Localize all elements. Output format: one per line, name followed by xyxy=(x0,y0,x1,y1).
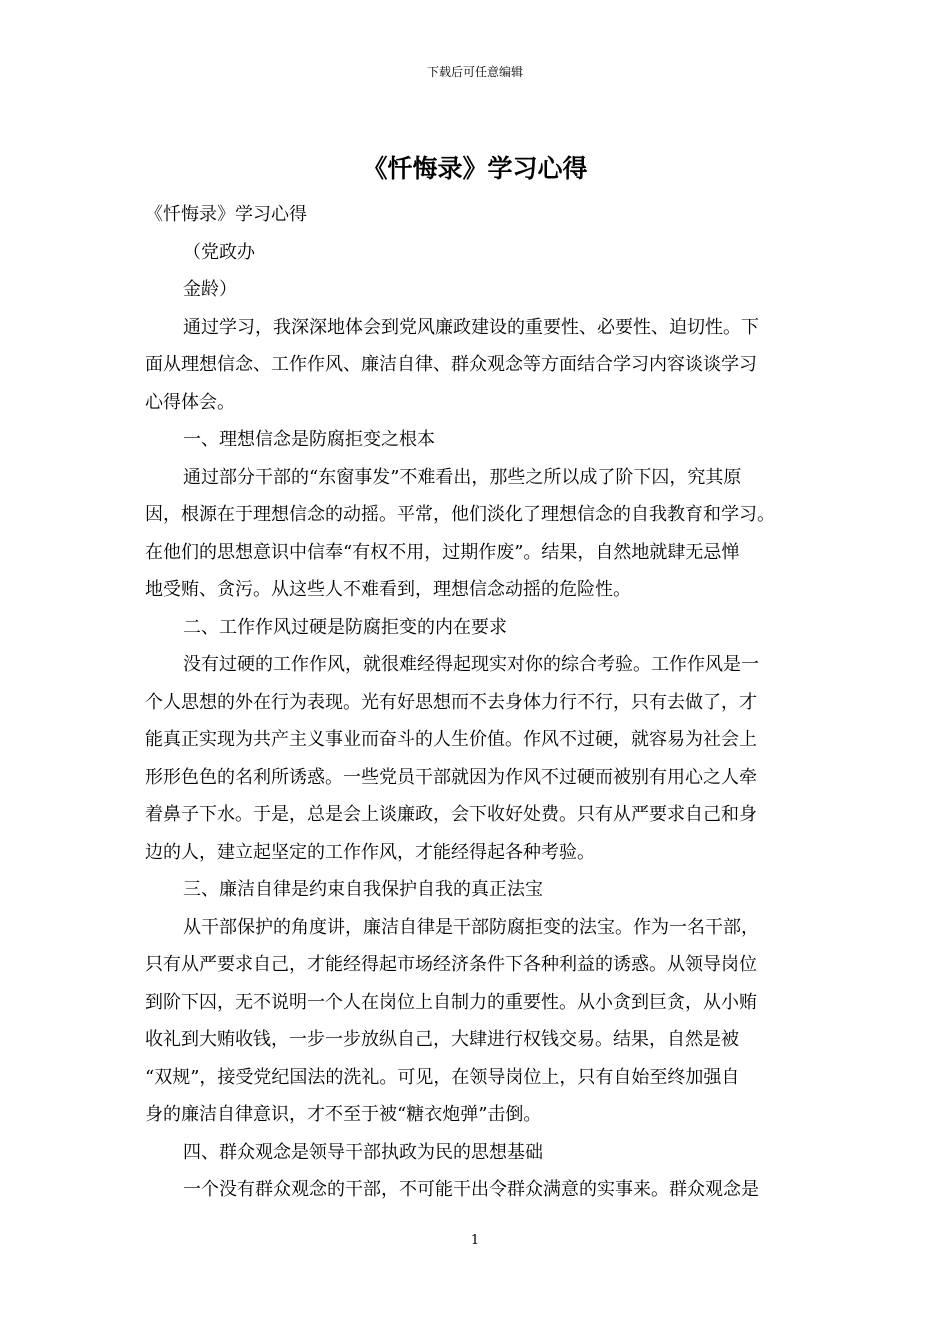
paragraph-line: 在他们的思想意识中信奉“有权不用，过期作废”。结果，自然地就肆无忌惮 xyxy=(145,541,740,563)
paragraph-line: 因，根源在于理想信念的动摇。平常，他们淡化了理想信念的自我教育和学习。 xyxy=(145,504,775,525)
paragraph-line: 只有从严要求自己，才能经得起市场经济条件下各种利益的诱惑。从领导岗位 xyxy=(145,954,757,975)
paragraph-line: 边的人，建立起坚定的工作作风，才能经得起各种考验。 xyxy=(145,841,595,863)
paragraph-line: 通过学习，我深深地体会到党风廉政建设的重要性、必要性、迫切性。下 xyxy=(183,316,759,338)
paragraph-line: 到阶下囚，无不说明一个人在岗位上自制力的重要性。从小贪到巨贪，从小贿 xyxy=(145,991,757,1013)
section-heading-1: 一、理想信念是防腐拒变之根本 xyxy=(183,429,435,450)
section-heading-3: 三、廉洁自律是约束自我保护自我的真正法宝 xyxy=(183,879,543,900)
paragraph-line: 着鼻子下水。于是，总是会上谈廉政，会下收好处费。只有从严要求自己和身 xyxy=(145,804,757,825)
paragraph-line: 面从理想信念、工作作风、廉洁自律、群众观念等方面结合学习内容谈谈学习 xyxy=(145,354,757,375)
paragraph-line: 形形色色的名利所诱惑。一些党员干部就因为作风不过硬而被别有用心之人牵 xyxy=(145,766,757,788)
paragraph-line: 一个没有群众观念的干部，不可能干出令群众满意的实事来。群众观念是 xyxy=(183,1179,759,1200)
paragraph-line: 能真正实现为共产主义事业而奋斗的人生价值。作风不过硬，就容易为社会上 xyxy=(145,729,757,750)
subtitle-line: 《忏悔录》学习心得 xyxy=(145,204,307,225)
page-number: 1 xyxy=(470,1233,480,1248)
paragraph-line: 从干部保护的角度讲，廉洁自律是干部防腐拒变的法宝。作为一名干部， xyxy=(183,916,759,938)
paragraph-line: 心得体会。 xyxy=(145,391,235,413)
document-title: 《忏悔录》学习心得 xyxy=(362,154,588,183)
document-body xyxy=(145,196,825,1209)
author-department-line: （党政办 xyxy=(183,241,255,263)
section-heading-4: 四、群众观念是领导干部执政为民的思想基础 xyxy=(183,1141,543,1163)
paragraph-line: 通过部分干部的“东窗事发”不难看出，那些之所以成了阶下囚，究其原 xyxy=(183,466,742,488)
paragraph-line: 身的廉洁自律意识，才不至于被“糖衣炮弹”击倒。 xyxy=(145,1104,542,1125)
section-heading-2: 二、工作作风过硬是防腐拒变的内在要求 xyxy=(183,616,507,638)
author-name-line: 金龄） xyxy=(183,279,237,300)
page-header-note: 下载后可任意编辑 xyxy=(426,65,523,79)
paragraph-line: 收礼到大贿收钱，一步一步放纵自己，大肆进行权钱交易。结果，自然是被 xyxy=(145,1029,739,1050)
paragraph-line: 个人思想的外在行为表现。光有好思想而不去身体力行不行，只有去做了，才 xyxy=(145,691,757,713)
paragraph-line: 地受贿、贪污。从这些人不难看到，理想信念动摇的危险性。 xyxy=(145,579,631,600)
paragraph-line: 没有过硬的工作作风，就很难经得起现实对你的综合考验。工作作风是一 xyxy=(183,654,759,675)
paragraph-line: “双规”，接受党纪国法的洗礼。可见，在领导岗位上，只有自始至终加强自 xyxy=(145,1066,740,1088)
